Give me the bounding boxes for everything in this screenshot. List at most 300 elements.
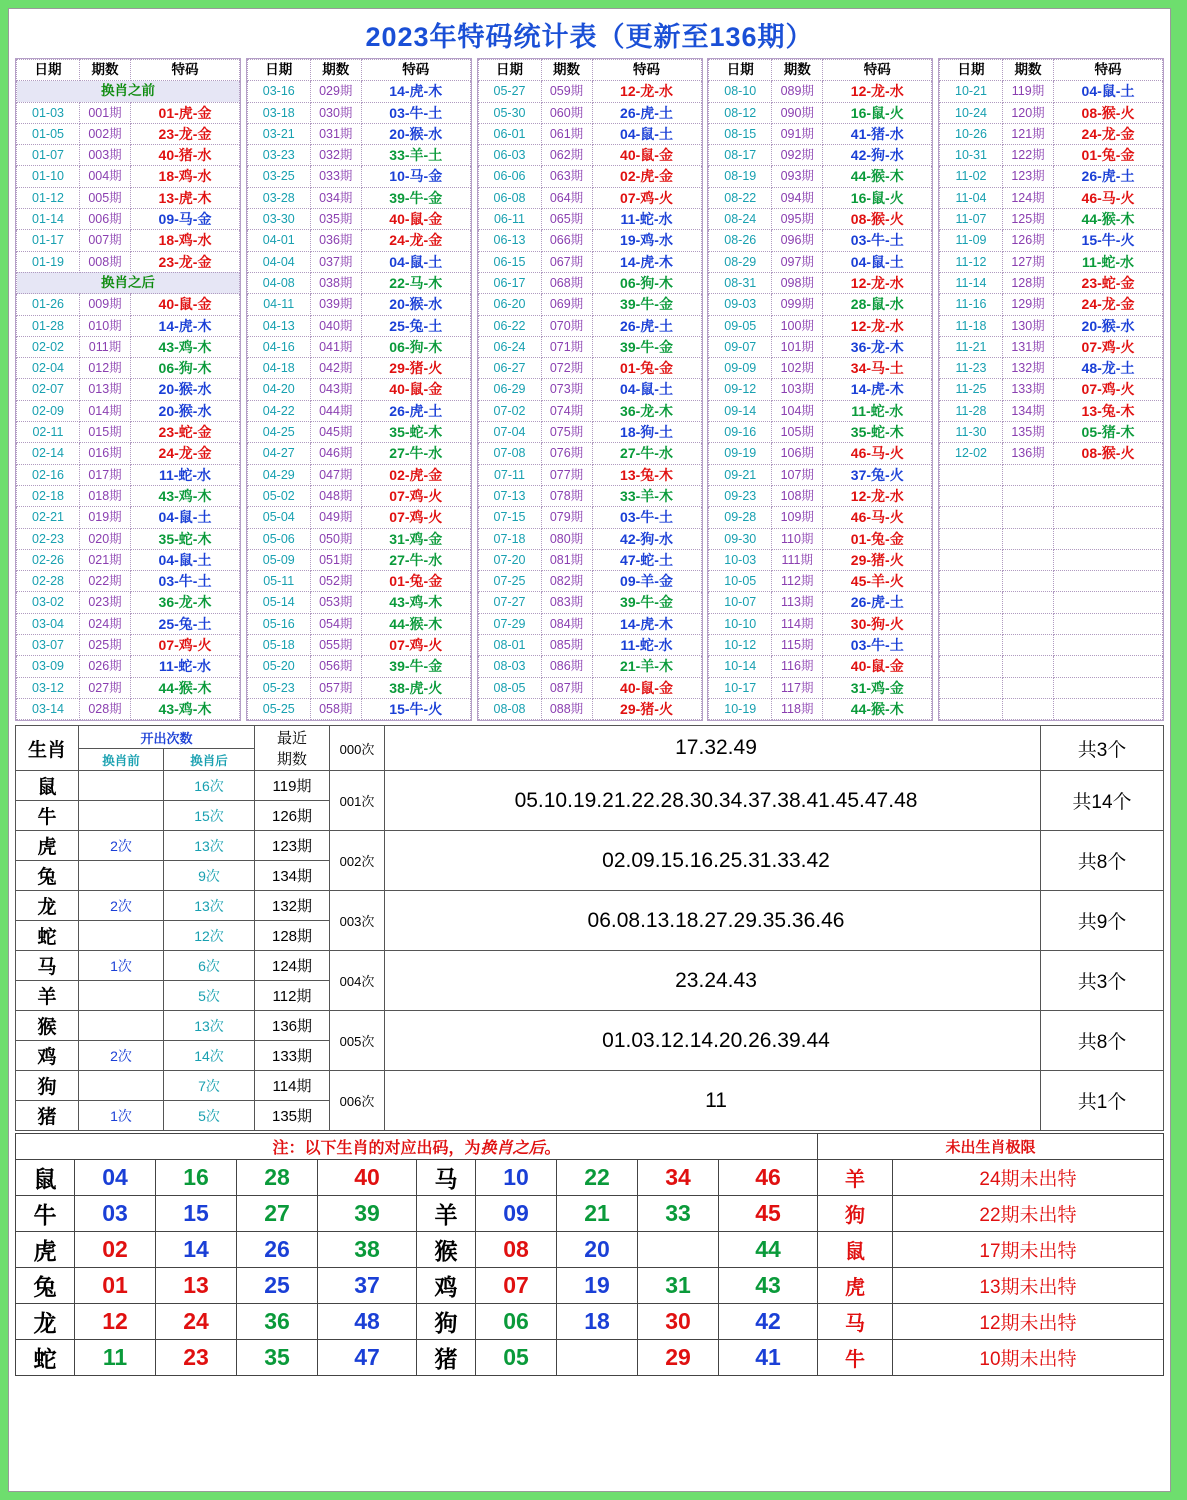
draw-row xyxy=(709,443,932,464)
draw-column-3 xyxy=(477,58,703,721)
draw-row xyxy=(17,379,240,400)
draw-code: 31-鸡-金 xyxy=(823,677,932,698)
draw-issue: 111期 xyxy=(772,549,823,570)
draw-code: 27-牛-水 xyxy=(592,443,701,464)
draw-issue: 125期 xyxy=(1003,209,1054,230)
draw-row xyxy=(478,507,701,528)
draw-row xyxy=(940,272,1163,293)
draw-row xyxy=(709,485,932,506)
draw-issue: 022期 xyxy=(80,571,131,592)
draw-issue: 136期 xyxy=(1003,443,1054,464)
draw-date: 09-03 xyxy=(709,294,772,315)
draw-issue: 037期 xyxy=(310,251,361,272)
draw-row xyxy=(17,422,240,443)
missing-duration: 24期未出特 xyxy=(893,1160,1164,1196)
draw-code: 14-虎-木 xyxy=(592,613,701,634)
zodiac-number-map-section xyxy=(9,1131,1170,1376)
draw-issue: 001期 xyxy=(80,102,131,123)
zodiac-name: 牛 xyxy=(16,801,79,831)
draw-code: 27-牛-水 xyxy=(361,549,470,570)
draw-code: 39-牛-金 xyxy=(592,294,701,315)
draw-row xyxy=(247,464,470,485)
missing-duration: 12期未出特 xyxy=(893,1304,1164,1340)
draw-row xyxy=(709,187,932,208)
draw-row xyxy=(17,187,240,208)
draw-row xyxy=(247,251,470,272)
draw-code: 47-蛇-土 xyxy=(592,549,701,570)
draw-code: 01-虎-金 xyxy=(131,102,240,123)
zodiac-name-right: 马 xyxy=(417,1160,476,1196)
draw-date: 04-11 xyxy=(247,294,310,315)
draw-code: 20-猴-水 xyxy=(1054,315,1163,336)
mapped-number: 44 xyxy=(719,1232,818,1268)
draw-code: 07-鸡-火 xyxy=(1054,336,1163,357)
draw-issue: 052期 xyxy=(310,571,361,592)
draw-issue: 093期 xyxy=(772,166,823,187)
freq-label: 003次 xyxy=(330,891,385,951)
draw-row xyxy=(478,123,701,144)
draw-issue: 127期 xyxy=(1003,251,1054,272)
draw-date: 08-19 xyxy=(709,166,772,187)
draw-code: 16-鼠-火 xyxy=(823,187,932,208)
draw-code: 23-蛇-金 xyxy=(1054,272,1163,293)
draw-code: 07-鸡-火 xyxy=(1054,379,1163,400)
mapped-number: 07 xyxy=(476,1268,557,1304)
draw-date xyxy=(940,592,1003,613)
draw-issue: 095期 xyxy=(772,209,823,230)
draw-date: 04-25 xyxy=(247,422,310,443)
draw-issue: 042期 xyxy=(310,358,361,379)
mapped-number: 12 xyxy=(75,1304,156,1340)
draw-date: 11-09 xyxy=(940,230,1003,251)
draw-row xyxy=(709,592,932,613)
col-header-code: 特码 xyxy=(131,60,240,81)
draw-code: 07-鸡-火 xyxy=(592,187,701,208)
draw-date: 11-07 xyxy=(940,209,1003,230)
draw-row xyxy=(17,528,240,549)
draw-row xyxy=(17,251,240,272)
missing-duration: 22期未出特 xyxy=(893,1196,1164,1232)
draw-date: 06-06 xyxy=(478,166,541,187)
draw-issue: 054期 xyxy=(310,613,361,634)
draw-issue xyxy=(1003,635,1054,656)
draw-issue: 118期 xyxy=(772,698,823,719)
draw-issue: 102期 xyxy=(772,358,823,379)
mapped-number: 41 xyxy=(719,1340,818,1376)
zodiac-name: 狗 xyxy=(16,1071,79,1101)
count-after: 7次 xyxy=(164,1071,255,1101)
draw-issue: 056期 xyxy=(310,656,361,677)
mapped-number: 22 xyxy=(557,1160,638,1196)
zodiac-stats-table xyxy=(15,725,1164,1131)
draw-issue: 116期 xyxy=(772,656,823,677)
draw-date: 05-11 xyxy=(247,571,310,592)
draw-issue: 060期 xyxy=(541,102,592,123)
col-header-issue: 期数 xyxy=(1003,60,1054,81)
stats-header-recent: 最近 期数 xyxy=(255,726,330,771)
freq-label: 005次 xyxy=(330,1011,385,1071)
freq-total: 共3个 xyxy=(1041,951,1164,1011)
draw-row xyxy=(247,507,470,528)
draw-code: 44-猴-木 xyxy=(823,698,932,719)
mapped-number: 40 xyxy=(318,1160,417,1196)
draw-row xyxy=(17,464,240,485)
draw-issue xyxy=(1003,613,1054,634)
draw-row xyxy=(709,145,932,166)
draw-date xyxy=(940,698,1003,719)
draw-code: 42-狗-水 xyxy=(823,145,932,166)
draw-code: 31-鸡-金 xyxy=(361,528,470,549)
draw-issue: 079期 xyxy=(541,507,592,528)
draw-row xyxy=(478,571,701,592)
col-header-issue: 期数 xyxy=(541,60,592,81)
draw-date: 03-21 xyxy=(247,123,310,144)
draw-row xyxy=(478,592,701,613)
draw-code: 14-虎-木 xyxy=(592,251,701,272)
zodiac-map-row xyxy=(16,1232,1164,1268)
draw-row xyxy=(17,507,240,528)
draw-row xyxy=(940,677,1163,698)
draw-date: 08-03 xyxy=(478,656,541,677)
mapped-number: 05 xyxy=(476,1340,557,1376)
count-before: 2次 xyxy=(79,1041,164,1071)
count-before: 2次 xyxy=(79,831,164,861)
draw-issue xyxy=(1003,528,1054,549)
draw-date: 10-19 xyxy=(709,698,772,719)
missing-duration: 17期未出特 xyxy=(893,1232,1164,1268)
zodiac-map-row xyxy=(16,1304,1164,1340)
missing-duration: 10期未出特 xyxy=(893,1340,1164,1376)
draw-date: 06-11 xyxy=(478,209,541,230)
draw-row xyxy=(478,549,701,570)
draw-date: 01-14 xyxy=(17,209,80,230)
draw-code: 04-鼠-土 xyxy=(823,251,932,272)
draw-row xyxy=(940,571,1163,592)
count-after: 15次 xyxy=(164,801,255,831)
draw-row xyxy=(709,571,932,592)
count-before: 1次 xyxy=(79,951,164,981)
draw-issue: 090期 xyxy=(772,102,823,123)
draw-code: 44-猴-木 xyxy=(1054,209,1163,230)
draw-row xyxy=(940,336,1163,357)
mapped-number: 43 xyxy=(719,1268,818,1304)
stats-header-before: 换肖前 xyxy=(79,749,164,771)
draw-date: 08-26 xyxy=(709,230,772,251)
draw-row xyxy=(247,698,470,719)
draw-code: 39-牛-金 xyxy=(592,592,701,613)
draw-date: 01-26 xyxy=(17,294,80,315)
draw-code: 22-马-木 xyxy=(361,272,470,293)
draw-row xyxy=(247,336,470,357)
draw-row xyxy=(940,635,1163,656)
mapped-number: 10 xyxy=(476,1160,557,1196)
draw-code: 07-鸡-火 xyxy=(361,485,470,506)
draw-date: 03-14 xyxy=(17,698,80,719)
draw-code: 48-龙-土 xyxy=(1054,358,1163,379)
zodiac-name-left: 龙 xyxy=(16,1304,75,1340)
zodiac-map-row xyxy=(16,1268,1164,1304)
missing-zodiac: 鼠 xyxy=(818,1232,893,1268)
draw-date: 06-15 xyxy=(478,251,541,272)
draw-row xyxy=(940,145,1163,166)
draw-row xyxy=(17,549,240,570)
col-header-date: 日期 xyxy=(247,60,310,81)
draw-date: 07-04 xyxy=(478,422,541,443)
draw-row xyxy=(478,336,701,357)
draw-issue: 073期 xyxy=(541,379,592,400)
stats-header-row xyxy=(16,726,1164,749)
draw-row xyxy=(17,336,240,357)
draw-issue: 110期 xyxy=(772,528,823,549)
draw-issue: 024期 xyxy=(80,613,131,634)
draw-date: 02-23 xyxy=(17,528,80,549)
draw-date: 08-05 xyxy=(478,677,541,698)
mapped-number: 03 xyxy=(75,1196,156,1232)
draw-row xyxy=(478,400,701,421)
count-before xyxy=(79,771,164,801)
draw-issue: 044期 xyxy=(310,400,361,421)
draw-issue: 016期 xyxy=(80,443,131,464)
draw-row xyxy=(940,464,1163,485)
draw-code: 34-马-土 xyxy=(823,358,932,379)
draw-issue: 019期 xyxy=(80,507,131,528)
mapped-number: 48 xyxy=(318,1304,417,1340)
draw-issue: 100期 xyxy=(772,315,823,336)
draw-issue: 088期 xyxy=(541,698,592,719)
draw-date: 03-23 xyxy=(247,145,310,166)
draw-issue: 084期 xyxy=(541,613,592,634)
draw-issue: 031期 xyxy=(310,123,361,144)
zodiac-name: 马 xyxy=(16,951,79,981)
draw-issue: 080期 xyxy=(541,528,592,549)
draw-row xyxy=(709,698,932,719)
draw-issue xyxy=(1003,677,1054,698)
draw-row xyxy=(478,187,701,208)
zodiac-name-left: 牛 xyxy=(16,1196,75,1232)
freq-label: 000次 xyxy=(330,726,385,771)
col-header-date: 日期 xyxy=(478,60,541,81)
draw-issue: 099期 xyxy=(772,294,823,315)
draw-row xyxy=(17,400,240,421)
draw-date: 07-08 xyxy=(478,443,541,464)
draw-issue: 083期 xyxy=(541,592,592,613)
count-before: 1次 xyxy=(79,1101,164,1131)
draw-row xyxy=(247,443,470,464)
draw-date: 07-25 xyxy=(478,571,541,592)
freq-total: 共1个 xyxy=(1041,1071,1164,1131)
draw-code xyxy=(1054,656,1163,677)
draw-date: 09-28 xyxy=(709,507,772,528)
draw-date: 02-16 xyxy=(17,464,80,485)
draw-date: 03-09 xyxy=(17,656,80,677)
draw-code: 14-虎-木 xyxy=(131,315,240,336)
recent-issue: 112期 xyxy=(255,981,330,1011)
draw-issue xyxy=(1003,507,1054,528)
draw-row xyxy=(247,400,470,421)
draw-issue: 030期 xyxy=(310,102,361,123)
draw-code xyxy=(1054,677,1163,698)
draw-date: 11-21 xyxy=(940,336,1003,357)
draw-issue: 064期 xyxy=(541,187,592,208)
zodiac-stats-section xyxy=(9,721,1170,1131)
draw-issue: 043期 xyxy=(310,379,361,400)
draw-row xyxy=(17,358,240,379)
freq-total: 共8个 xyxy=(1041,1011,1164,1071)
draw-date: 03-30 xyxy=(247,209,310,230)
draw-code: 44-猴-木 xyxy=(823,166,932,187)
draw-issue: 036期 xyxy=(310,230,361,251)
draw-code: 35-蛇-木 xyxy=(131,528,240,549)
draw-code: 36-龙-木 xyxy=(823,336,932,357)
zodiac-name-right: 猪 xyxy=(417,1340,476,1376)
draw-date xyxy=(940,571,1003,592)
draw-date: 10-17 xyxy=(709,677,772,698)
draw-issue: 131期 xyxy=(1003,336,1054,357)
draw-code: 02-虎-金 xyxy=(361,464,470,485)
draw-row xyxy=(17,698,240,719)
count-after: 16次 xyxy=(164,771,255,801)
draw-code: 20-猴-水 xyxy=(131,400,240,421)
draw-row xyxy=(17,443,240,464)
draw-code: 45-羊-火 xyxy=(823,571,932,592)
draw-code: 12-龙-水 xyxy=(823,81,932,102)
section-separator: 换肖之后 xyxy=(17,272,240,293)
draw-issue xyxy=(1003,698,1054,719)
draw-code: 18-狗-土 xyxy=(592,422,701,443)
mapped-number: 36 xyxy=(237,1304,318,1340)
draw-code xyxy=(1054,549,1163,570)
draw-issue: 063期 xyxy=(541,166,592,187)
draw-issue: 082期 xyxy=(541,571,592,592)
draw-code: 23-蛇-金 xyxy=(131,422,240,443)
draw-code: 36-龙-木 xyxy=(131,592,240,613)
mapped-number: 26 xyxy=(237,1232,318,1268)
draw-issue: 081期 xyxy=(541,549,592,570)
draw-date: 02-11 xyxy=(17,422,80,443)
mapped-number: 33 xyxy=(638,1196,719,1232)
draw-code: 43-鸡-木 xyxy=(131,336,240,357)
draw-issue xyxy=(1003,656,1054,677)
draw-date: 08-10 xyxy=(709,81,772,102)
draw-issue: 041期 xyxy=(310,336,361,357)
draw-code: 37-兔-火 xyxy=(823,464,932,485)
draw-row xyxy=(247,549,470,570)
draw-date: 11-16 xyxy=(940,294,1003,315)
draw-row xyxy=(247,379,470,400)
draw-date: 04-29 xyxy=(247,464,310,485)
freq-numbers: 01.03.12.14.20.26.39.44 xyxy=(385,1011,1041,1071)
draw-row xyxy=(709,677,932,698)
draw-date: 05-02 xyxy=(247,485,310,506)
draw-code: 26-虎-土 xyxy=(592,102,701,123)
draw-issue: 067期 xyxy=(541,251,592,272)
draw-row xyxy=(247,145,470,166)
draw-date: 07-15 xyxy=(478,507,541,528)
draw-code: 26-虎-土 xyxy=(1054,166,1163,187)
draw-code: 29-猪-火 xyxy=(592,698,701,719)
draw-issue: 023期 xyxy=(80,592,131,613)
draw-code: 36-龙-木 xyxy=(592,400,701,421)
draw-code: 46-马-火 xyxy=(1054,187,1163,208)
draw-code: 08-猴-火 xyxy=(1054,443,1163,464)
draw-date: 07-20 xyxy=(478,549,541,570)
draw-code: 23-龙-金 xyxy=(131,123,240,144)
recent-issue: 135期 xyxy=(255,1101,330,1131)
draw-code: 43-鸡-木 xyxy=(131,485,240,506)
draw-code: 05-猪-木 xyxy=(1054,422,1163,443)
draw-row xyxy=(478,464,701,485)
draw-issue: 115期 xyxy=(772,635,823,656)
draw-date: 09-12 xyxy=(709,379,772,400)
draw-date: 08-31 xyxy=(709,272,772,293)
draw-row xyxy=(709,422,932,443)
bottom-note-row xyxy=(16,1134,1164,1160)
draw-issue: 128期 xyxy=(1003,272,1054,293)
draw-issue: 033期 xyxy=(310,166,361,187)
draw-code: 46-马-火 xyxy=(823,443,932,464)
draw-code: 24-龙-金 xyxy=(1054,294,1163,315)
draw-date: 08-24 xyxy=(709,209,772,230)
freq-numbers: 17.32.49 xyxy=(385,726,1041,771)
draw-issue: 049期 xyxy=(310,507,361,528)
draw-issue: 007期 xyxy=(80,230,131,251)
draw-date: 01-07 xyxy=(17,145,80,166)
draw-date: 12-02 xyxy=(940,443,1003,464)
draw-date: 09-19 xyxy=(709,443,772,464)
draw-code: 13-虎-木 xyxy=(131,187,240,208)
draw-row xyxy=(478,677,701,698)
mapped-number: 46 xyxy=(719,1160,818,1196)
draw-row xyxy=(17,166,240,187)
missing-duration: 13期未出特 xyxy=(893,1268,1164,1304)
draw-date: 01-28 xyxy=(17,315,80,336)
draw-row xyxy=(940,187,1163,208)
draw-issue: 008期 xyxy=(80,251,131,272)
draw-date: 05-27 xyxy=(478,81,541,102)
draw-row xyxy=(17,592,240,613)
draw-code: 18-鸡-水 xyxy=(131,230,240,251)
draw-row xyxy=(940,422,1163,443)
draw-row xyxy=(478,166,701,187)
count-after: 9次 xyxy=(164,861,255,891)
draw-date: 11-12 xyxy=(940,251,1003,272)
mapped-number: 09 xyxy=(476,1196,557,1232)
draw-code: 43-鸡-木 xyxy=(361,592,470,613)
mapped-number: 34 xyxy=(638,1160,719,1196)
draw-row xyxy=(709,549,932,570)
freq-label: 001次 xyxy=(330,771,385,831)
draw-issue: 122期 xyxy=(1003,145,1054,166)
draw-date: 05-18 xyxy=(247,635,310,656)
draw-row xyxy=(17,230,240,251)
draw-date: 08-15 xyxy=(709,123,772,144)
freq-numbers: 23.24.43 xyxy=(385,951,1041,1011)
draw-code: 01-兔-金 xyxy=(823,528,932,549)
draw-row xyxy=(940,443,1163,464)
draw-code: 42-狗-水 xyxy=(592,528,701,549)
draw-code xyxy=(1054,635,1163,656)
draw-issue: 027期 xyxy=(80,677,131,698)
draw-row xyxy=(709,400,932,421)
draw-issue: 089期 xyxy=(772,81,823,102)
draw-code: 09-羊-金 xyxy=(592,571,701,592)
mapped-number: 42 xyxy=(719,1304,818,1340)
draw-date: 08-08 xyxy=(478,698,541,719)
zodiac-name-left: 虎 xyxy=(16,1232,75,1268)
draw-code xyxy=(1054,698,1163,719)
zodiac-name: 虎 xyxy=(16,831,79,861)
draw-date: 03-25 xyxy=(247,166,310,187)
